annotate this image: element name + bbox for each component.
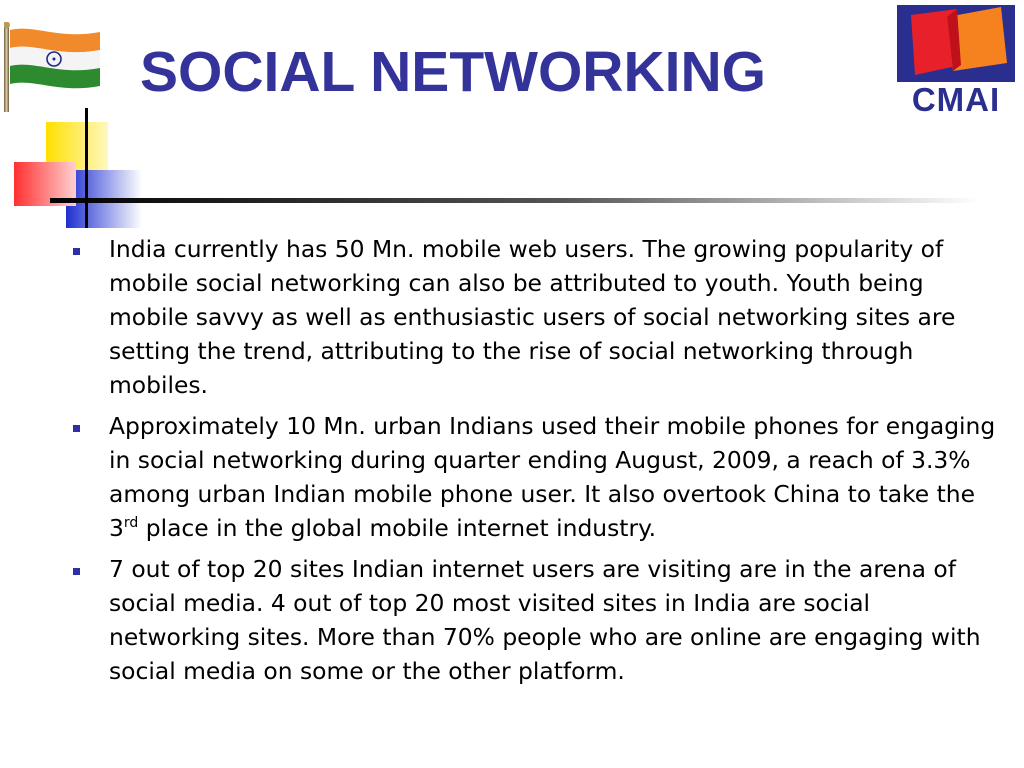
bullet-text: India currently has 50 Mn. mobile web users. The growing popularity of mobile social networking can also be attributed to youth. Youth being mobile savvy as well as enthusiastic users of social networking sites are setting the trend, attributing to the rise of social networking through mobiles. bbox=[109, 235, 956, 399]
logo-text: CMAI bbox=[911, 81, 1001, 117]
square-bullet-icon bbox=[73, 568, 80, 575]
slide-title: SOCIAL NETWORKING bbox=[140, 40, 766, 104]
cmai-logo bbox=[897, 5, 1015, 117]
india-flag-icon bbox=[4, 22, 104, 114]
list-item bbox=[70, 552, 1000, 688]
list-item bbox=[70, 409, 1000, 545]
square-bullet-icon bbox=[73, 248, 80, 255]
bullet-text bbox=[109, 409, 1000, 545]
list-item bbox=[70, 232, 1000, 402]
bullet-text-after: place in the global mobile internet industry. bbox=[138, 514, 657, 542]
color-blocks-decoration bbox=[0, 108, 1024, 232]
bullet-text: 7 out of top 20 sites Indian internet users are visiting are in the arena of social media. 4 out of top 20 most visited sites in India are social networking sites. More than 70% people who are online are engaging with social media on some or the other platform. bbox=[109, 555, 981, 685]
square-bullet-icon bbox=[73, 425, 80, 432]
bullet-list bbox=[70, 232, 1000, 695]
bullet-text-before: Approximately 10 Mn. urban Indians used their mobile phones for engaging in social networking during quarter ending August, 2009, a reach of 3.3% among urban Indian mobile phone user. It also overtook China to take the 3 bbox=[109, 412, 996, 542]
ordinal-superscript: rd bbox=[123, 515, 139, 532]
